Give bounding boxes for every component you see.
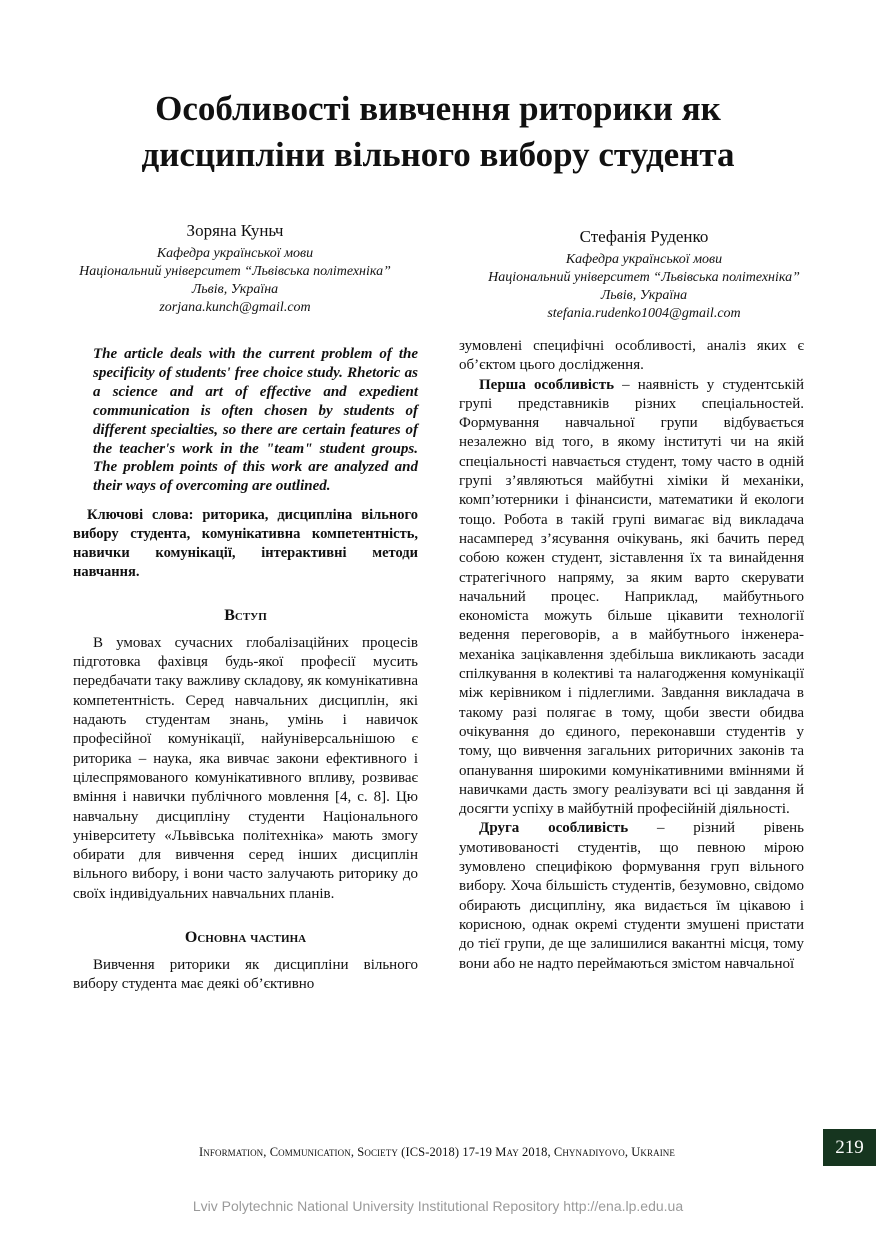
author-university: Національний університет “Львівська політехніка” bbox=[488, 270, 800, 285]
second-feature-label: Друга особливість bbox=[479, 820, 629, 837]
author-department: Кафедра української мови bbox=[565, 252, 723, 267]
author-name: Зоряна Куньч bbox=[186, 221, 284, 240]
abstract bbox=[73, 345, 418, 496]
title-line-2: дисципліни вільного вибору студента bbox=[141, 135, 735, 174]
abstract-text: The article deals with the current problem of the specificity of students' free choice study. Rhetoric as a science and art of effective and expedient communication is often chosen by students of different specialties, so there are certain features of the teacher's work in the "team" student groups. The problem points of this work are analyzed and their ways of overcoming are outlined. bbox=[93, 346, 418, 495]
intro-heading: Вступ bbox=[224, 606, 267, 624]
second-feature-paragraph bbox=[459, 819, 804, 973]
first-feature-text: – наявність у студентській групі представників різних спеціальностей. Формування навчальної групи відбувається незалежно від того, в якому інституті чи на якій спеціальності навчається студент, тому часто в одній групі з’являються майбутні хіміки й механіки, комп’ютерники і фінансисти, математики й екологи тощо. Робота в такій групі вимагає від викладача насамперед з’ясування очікувань, які бачить перед собою кожен студент, зіставлення їх та винайдення стратегічного напряму, за яким варто скерувати начальний процес. Наприклад, майбутнього економіста можуть більше цікавити технології ведення переговорів, а в майбутнього інженера-механіка зацікавлення здебільша викликають засади спілкування в колективі та налагодження комунікації між керівником і підлеглими. Завдання викладача в такому разі полягає в тому, щоби звести обидва очікування до єдиного, переконавши студентів у тому, що вивчення загальних риторичних законів та опанування широкими комунікативними вміннями й навичками дасть змогу реалізувати всі ці завдання й досягти успіху в майбутній професійній діяльності. bbox=[459, 376, 804, 818]
author-name: Стефанія Руденко bbox=[579, 227, 709, 246]
right-column bbox=[459, 337, 804, 974]
author-department: Кафедра української мови bbox=[156, 246, 314, 261]
second-feature-text: – різний рівень умотивованості студентів, що певною мірою зумовлено специфікою формування груп вільного вибору. Хоча більшість студентів, безумовно, свідомо обирають дисципліну, яка видається їм цікавою і корисною, однак окремі студенти змушені пристати до тієї групи, де ще залишилися вакантні місця, тому вони або не надто переймаються змістом навчальної bbox=[459, 820, 804, 972]
keywords-text: Ключові слова: риторика, дисципліна вільного вибору студента, комунікативна компетентність, навички комунікації, інтерактивні методи навчання. bbox=[73, 507, 418, 580]
main-paragraph: Вивчення риторики як дисципліни вільного вибору студента має деякі об’єктивно bbox=[73, 957, 418, 993]
keywords bbox=[73, 506, 418, 582]
title-line-1: Особливості вивчення риторики як bbox=[155, 89, 721, 128]
page-number: 219 bbox=[823, 1129, 876, 1166]
continuation-paragraph: зумовлені специфічні особливості, аналіз яких є об’єктом цього дослідження. bbox=[459, 338, 804, 374]
author-location: Львів, Україна bbox=[600, 288, 688, 303]
author-email: stefania.rudenko1004@gmail.com bbox=[547, 306, 741, 321]
intro-paragraph: В умовах сучасних глобалізаційних процесів підготовка фахівця будь-якої професії мусить передбачати таку важливу складову, як комунікативна компетентність. Серед навчальних дисциплін, які надають студентам знань, умінь і навичок професійної комунікації, найуніверсальнішою є риторика – наука, яка вивчає закони ефективного і цілеспрямованого комунікативного впливу, розвиває вміння і навички публічного мовлення [4, с. 8]. Цю навчальну дисципліну студенти Національного університету «Львівська політехніка» мають змогу обирати для вивчення серед інших дисциплін вільного вибору, і вони часто залучають риторику до своїх індивідуальних навчальних планів. bbox=[73, 634, 418, 902]
repository-footer: Lviv Polytechnic National University Institutional Repository http://ena.lp.edu.ua bbox=[192, 1198, 684, 1214]
first-feature-paragraph bbox=[459, 376, 804, 820]
left-column bbox=[73, 345, 418, 995]
paper-title bbox=[60, 86, 816, 178]
author-location: Львів, Україна bbox=[191, 282, 279, 297]
first-feature-label: Перша особливість bbox=[479, 376, 615, 393]
main-heading: Основна частина bbox=[184, 929, 307, 947]
author-block-1 bbox=[40, 219, 430, 317]
author-block-2 bbox=[448, 225, 840, 323]
author-email: zorjana.kunch@gmail.com bbox=[159, 300, 311, 315]
conference-footer: Information, Communication, Society (ICS-2018) 17-19 May 2018, Chynadiyovo, Ukraine bbox=[199, 1145, 675, 1159]
author-university: Національний університет “Львівська політехніка” bbox=[79, 264, 391, 279]
